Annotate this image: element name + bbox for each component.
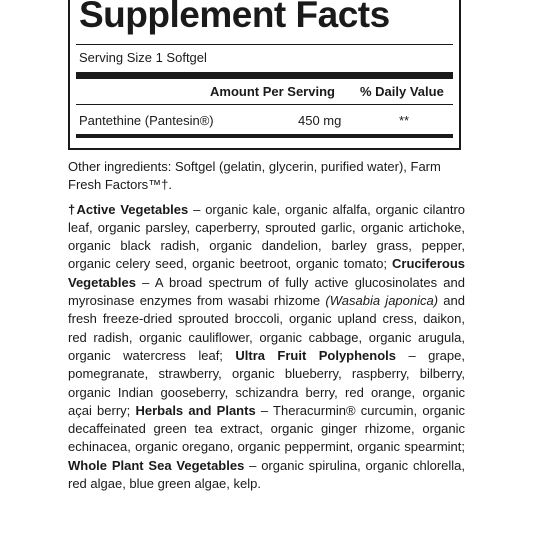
supplement-facts-panel (68, 0, 461, 150)
herbals-heading: Herbals and Plants (135, 402, 256, 418)
serving-divider (76, 72, 453, 79)
cruciferous-list-a: – A broad spectrum of fully active glucosinolates and myrosinase enzymes from wasabi rhizome (68, 274, 465, 309)
proprietary-blend (68, 201, 465, 494)
active-vegetables-heading: †Active Vegetables (68, 201, 189, 217)
sea-vegetables-heading: Whole Plant Sea Vegetables (68, 457, 245, 473)
sea-vegetables-list: – organic spirulina, organic chlorella, red algae, blue green algae, kelp. (68, 457, 465, 492)
nutrient-amount: 450 mg (298, 113, 342, 128)
ingredients-section (68, 158, 465, 493)
amount-header: Amount Per Serving (210, 84, 335, 99)
fruit-polyphenols-list: – grape, pomegranate, strawberry, organic blueberry, raspberry, bilberry, organic Indian gooseberry, schizandra berry, red orange, organic açai berry; (68, 347, 465, 418)
active-vegetables-list: – organic kale, organic alfalfa, organic cilantro leaf, organic parsley, caperberry, sprouted garlic, organic artichoke, organic black radish, organic dandelion, barley grass, pepper, organic celery seed, organic beetroot, organic tomato; (68, 201, 465, 272)
herbals-list: – Theracurmin® curcumin, organic decaffeinated green tea extract, organic ginger rhizome, organic echinacea, organic oregano, organic peppermint, organic spearmint; (68, 402, 465, 455)
bottom-divider (76, 134, 453, 138)
other-ingredients: Other ingredients: Softgel (gelatin, glycerin, purified water), Farm Fresh Factors™†. (68, 159, 441, 193)
title-divider (76, 44, 453, 45)
daily-value-header: % Daily Value (360, 84, 444, 99)
wasabi-latin-name: (Wasabia japonica) (325, 293, 439, 309)
panel-title: Supplement Facts (79, 0, 390, 35)
nutrient-daily-value: ** (399, 113, 410, 128)
serving-size: Serving Size 1 Softgel (79, 50, 207, 65)
fruit-polyphenols-heading: Ultra Fruit Polyphenols (235, 347, 397, 363)
cruciferous-heading: Cruciferous Vegetables (68, 256, 465, 290)
nutrient-name: Pantethine (Pantesin®) (79, 113, 214, 128)
header-divider (76, 104, 453, 105)
cruciferous-list-b: and fresh freeze-dried sprouted broccoli, organic upland cress, daikon, red radish, organic cauliflower, organic cabbage, organic arugula, organic watercress leaf; (68, 293, 465, 363)
